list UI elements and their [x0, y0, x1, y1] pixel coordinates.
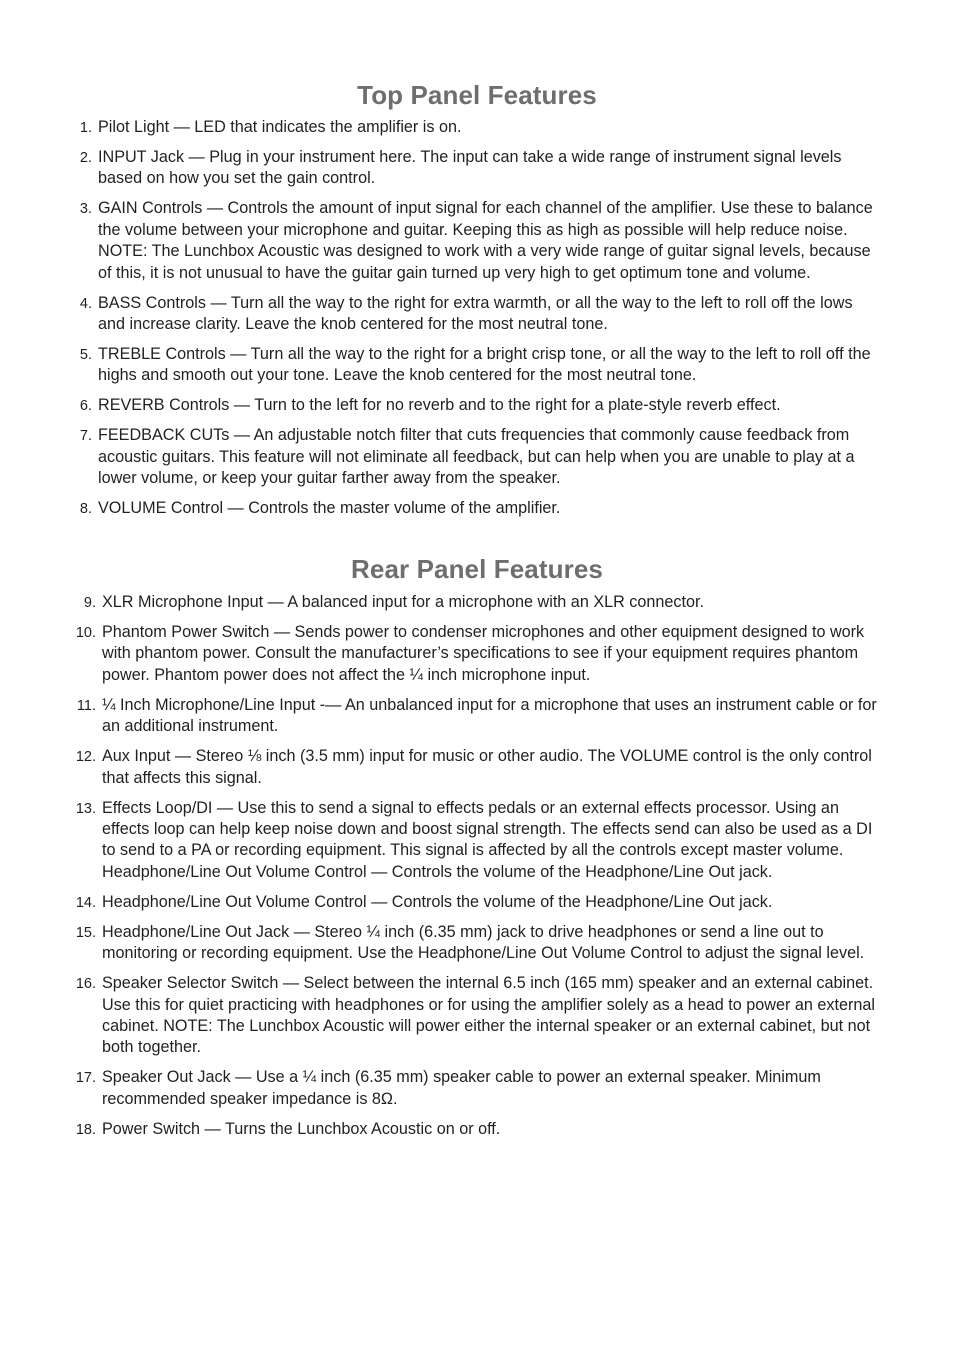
item-number: 13. — [75, 800, 96, 817]
item-number: 4. — [79, 295, 92, 312]
item-number: 18. — [75, 1121, 96, 1138]
list-item — [0, 344, 876, 387]
item-text: FEEDBACK CUTs — An adjustable notch filter that cuts frequencies that commonly cause feedback from acoustic guitars. This feature will not eliminate all feedback, but can help when you are unable to play at a lower volume, or keep your guitar farther away from the speaker. — [98, 426, 855, 488]
item-text: Pilot Light — LED that indicates the amplifier is on. — [98, 118, 462, 136]
item-text: TREBLE Controls — Turn all the way to the right for a bright crisp tone, or all the way to the left to roll off the highs and smooth out your tone. Leave the knob centered for the most neutral tone. — [98, 345, 871, 385]
list-item — [0, 922, 884, 965]
item-text: GAIN Controls — Controls the amount of input signal for each channel of the amplifier. Use these to balance the volume between your microphone and guitar. Keeping this as high as possible will help reduce noise. NOTE: The Lunchbox Acoustic was designed to work with a very wide range of guitar signal levels, because of this, it is not unusual to have the guitar gain turned up very high to get optimum tone and volume. — [98, 199, 873, 282]
list-item — [0, 695, 884, 738]
item-number: 3. — [79, 201, 92, 218]
item-number: 5. — [79, 347, 92, 364]
list-item — [0, 498, 876, 519]
item-number: 10. — [75, 625, 96, 641]
list-item — [0, 1119, 884, 1140]
list-item — [0, 117, 876, 138]
item-text: Headphone/Line Out Jack — Stereo ¼ inch (6.35 mm) jack to drive headphones or send a line out to monitoring or recording equipment. Use the Headphone/Line Out Volume Control to adjust the signal level. — [102, 922, 865, 963]
item-text: Power Switch — Turns the Lunchbox Acoustic on or off. — [102, 1119, 501, 1138]
item-number: 8. — [79, 501, 92, 518]
item-text: REVERB Controls — Turn to the left for no reverb and to the right for a plate-style reverb effect. — [98, 396, 781, 415]
item-text: Speaker Selector Switch — Select between the internal 6.5 inch (165 mm) speaker and an external cabinet. Use this for quiet practicing with headphones or for using the amplifier solely as a head to power an external cabinet. NOTE: The Lunchbox Acoustic will power either the internal speaker or an external cabinet, but not both together. — [102, 974, 875, 1057]
item-text: ¼ Inch Microphone/Line Input -— An unbalanced input for a microphone that uses an instrument cable or for an additional instrument. — [102, 695, 877, 736]
item-text: XLR Microphone Input — A balanced input for a microphone with an XLR connector. — [102, 593, 704, 611]
list-item — [0, 973, 884, 1059]
list-item — [0, 147, 876, 190]
item-number: 14. — [75, 894, 96, 911]
item-text: BASS Controls — Turn all the way to the right for extra warmth, or all the way to the left to roll off the lows and increase clarity. Leave the knob centered for the most neutral tone. — [98, 293, 853, 334]
item-text: Effects Loop/DI — Use this to send a signal to effects pedals or an external effects processor. Using an effects loop can help keep noise down and boost signal strength. The effects send can also be used as a DI to send to a PA or recording equipment. This signal is affected by all the controls except master volume. Headphone/Line Out Volume Control — Controls the volume of the Headphone/Line Out jack. — [102, 798, 873, 881]
list-item — [0, 892, 884, 913]
item-number: 2. — [79, 150, 92, 166]
rear-panel-title: Rear Panel Features — [351, 554, 603, 584]
item-number: 9. — [83, 595, 96, 611]
item-number: 16. — [75, 976, 96, 993]
top-panel-feature-list — [0, 117, 876, 528]
item-text: Headphone/Line Out Volume Control — Controls the volume of the Headphone/Line Out jack. — [102, 892, 773, 911]
list-item — [0, 746, 884, 789]
list-item — [0, 622, 884, 686]
list-item — [0, 798, 884, 884]
item-text: Aux Input — Stereo ⅛ inch (3.5 mm) input for music or other audio. The VOLUME control is the only control that affects this signal. — [102, 747, 872, 787]
list-item — [0, 198, 876, 284]
list-item — [0, 1067, 884, 1110]
item-number: 7. — [79, 428, 92, 445]
list-item — [0, 395, 876, 416]
item-text: Speaker Out Jack — Use a ¼ inch (6.35 mm) speaker cable to power an external speaker. Minimum recommended speaker impedance is 8Ω. — [102, 1068, 821, 1108]
item-number: 12. — [75, 749, 96, 766]
item-text: INPUT Jack — Plug in your instrument here. The input can take a wide range of instrument signal levels based on how you set the gain control. — [98, 148, 842, 188]
item-number: 6. — [79, 398, 92, 415]
item-number: 1. — [79, 120, 92, 136]
list-item — [0, 425, 876, 489]
list-item — [0, 592, 884, 613]
list-item — [0, 293, 876, 336]
item-text: VOLUME Control — Controls the master volume of the amplifier. — [98, 499, 561, 518]
item-number: 11. — [76, 697, 96, 714]
top-panel-title: Top Panel Features — [357, 80, 597, 110]
item-number: 15. — [75, 924, 96, 941]
item-text: Phantom Power Switch — Sends power to condenser microphones and other equipment designed to work with phantom power. Consult the manufacturer’s specifications to see if your equipment requires phantom power. Phantom power does not affect the ¼ inch microphone input. — [102, 623, 865, 684]
item-number: 17. — [75, 1070, 96, 1087]
rear-panel-feature-list — [0, 592, 884, 1149]
